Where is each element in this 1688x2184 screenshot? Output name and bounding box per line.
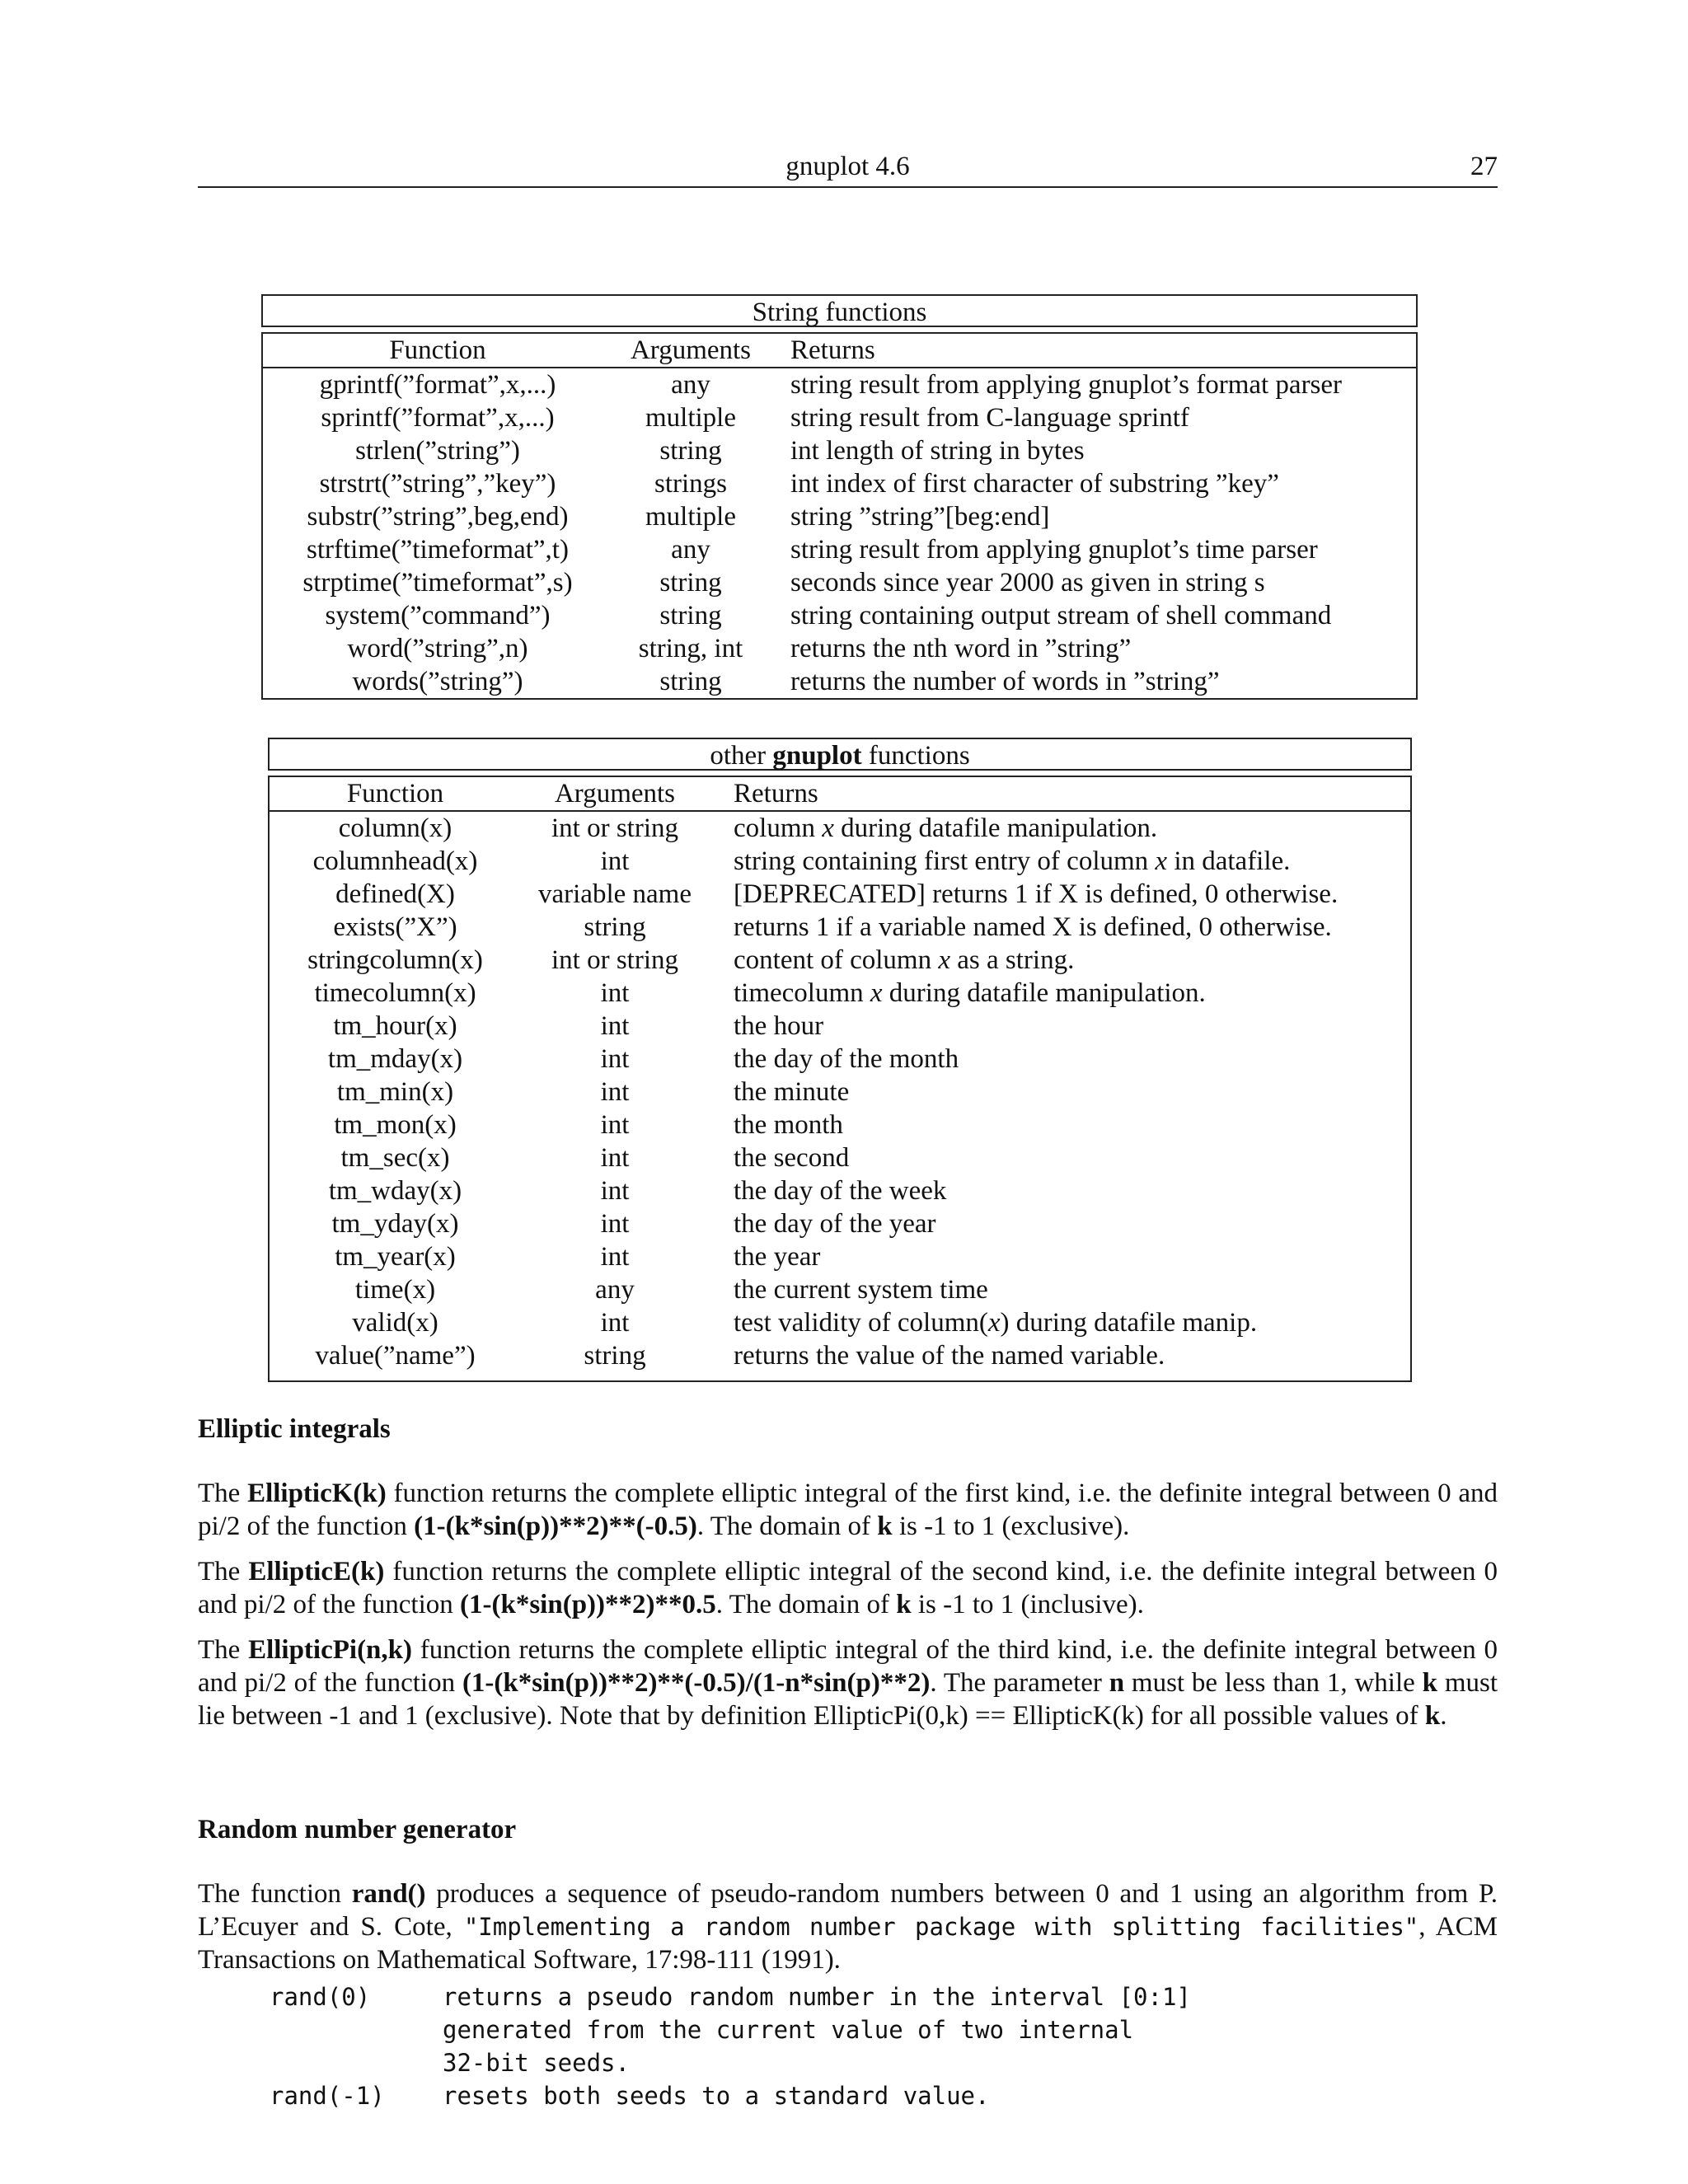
cell-returns: the day of the month xyxy=(734,1044,959,1074)
cell-function: sprintf(”format”,x,...) xyxy=(321,403,555,433)
cell-function: timecolumn(x) xyxy=(314,978,476,1008)
var-n: n xyxy=(1109,1668,1125,1698)
cell-arguments: string xyxy=(659,436,722,466)
formula: (1-(k*sin(p))**2)**0.5 xyxy=(460,1590,716,1619)
code-description: returns a pseudo random number in the interval [0:1] xyxy=(443,1983,1191,2011)
cell-function: strptime(”timeformat”,s) xyxy=(302,568,573,598)
function-name: EllipticPi(n,k) xyxy=(248,1635,412,1665)
cell-arguments: int xyxy=(600,978,630,1008)
table-row xyxy=(270,1273,1410,1306)
table-row xyxy=(263,500,1416,533)
cell-function: tm_year(x) xyxy=(335,1242,456,1272)
cell-returns: int index of first character of substring ”key” xyxy=(790,469,1279,499)
table-row xyxy=(263,401,1416,434)
cell-function: tm_mon(x) xyxy=(334,1110,457,1140)
cell-arguments: multiple xyxy=(645,403,736,433)
cell-arguments: int xyxy=(600,1011,630,1041)
cell-returns: [DEPRECATED] returns 1 if X is defined, 0 otherwise. xyxy=(734,879,1339,909)
cell-returns: the minute xyxy=(734,1077,850,1107)
cell-function: words(”string”) xyxy=(352,667,523,696)
cell-function: tm_hour(x) xyxy=(333,1011,457,1041)
table-row xyxy=(270,944,1410,977)
text: The xyxy=(198,1635,249,1665)
cell-function: stringcolumn(x) xyxy=(307,945,483,975)
table-row xyxy=(270,812,1410,845)
table-caption xyxy=(268,738,1412,771)
cell-returns: int length of string in bytes xyxy=(790,436,1085,466)
cell-returns: string containing first entry of column x in datafile. xyxy=(734,846,1291,876)
cell-returns: string ”string”[beg:end] xyxy=(790,502,1050,532)
text: produces a sequence of pseudo-random numbers between 0 and 1 using an algorithm from P. L’Ecuyer and S. Cote, xyxy=(198,1879,1498,1942)
cell-arguments: int xyxy=(600,1143,630,1173)
formula: (1-(k*sin(p))**2)**(-0.5)/(1-n*sin(p)**2) xyxy=(462,1668,931,1698)
cell-function: tm_wday(x) xyxy=(328,1176,462,1206)
cell-arguments: variable name xyxy=(538,879,692,909)
cell-returns: string result from applying gnuplot’s time parser xyxy=(790,535,1318,565)
table-row xyxy=(270,1043,1410,1076)
cell-returns: test validity of column(x) during datafile manip. xyxy=(734,1308,1258,1338)
paragraph-elliptic-k xyxy=(198,1477,1498,1543)
cell-arguments: string xyxy=(584,912,646,942)
code-description: 32-bit seeds. xyxy=(443,2049,630,2077)
text: must be less than 1, while xyxy=(1124,1668,1423,1698)
code-description: resets both seeds to a standard value. xyxy=(443,2082,990,2110)
col-header-arguments: Arguments xyxy=(554,779,676,808)
cell-arguments: int or string xyxy=(551,945,678,975)
caption-pre: other xyxy=(710,741,773,771)
paragraph-elliptic-e xyxy=(198,1555,1498,1621)
cell-returns: the month xyxy=(734,1110,843,1140)
table-row xyxy=(270,1306,1410,1339)
table-row xyxy=(263,665,1416,698)
cell-returns: returns the value of the named variable. xyxy=(734,1341,1165,1371)
cell-returns: the day of the year xyxy=(734,1209,936,1239)
page-header xyxy=(198,148,1498,188)
cell-returns: returns the number of words in ”string” xyxy=(790,667,1220,696)
cell-function: valid(x) xyxy=(352,1308,438,1338)
text: function returns the complete elliptic integral of the first kind, i.e. the definite integral between 0 and pi/2 of the function xyxy=(198,1479,1498,1541)
table-row xyxy=(263,632,1416,665)
table-row xyxy=(263,533,1416,566)
table-row xyxy=(270,878,1410,911)
cell-arguments: any xyxy=(671,370,710,400)
cell-returns: timecolumn x during datafile manipulation. xyxy=(734,978,1206,1008)
table-row xyxy=(270,845,1410,878)
cell-function: system(”command”) xyxy=(325,601,551,630)
code-command: rand(0) xyxy=(270,1983,371,2011)
cell-function: tm_sec(x) xyxy=(340,1143,450,1173)
cell-returns: seconds since year 2000 as given in string s xyxy=(790,568,1265,598)
text: . xyxy=(1440,1701,1447,1731)
col-header-arguments: Arguments xyxy=(630,335,752,365)
cell-function: tm_min(x) xyxy=(336,1077,454,1107)
section-heading-elliptic: Elliptic integrals xyxy=(198,1414,391,1444)
cell-arguments: string xyxy=(584,1341,646,1371)
table-row xyxy=(270,1141,1410,1174)
text: is -1 to 1 (exclusive). xyxy=(892,1511,1130,1541)
cell-arguments: int xyxy=(600,1077,630,1107)
cell-returns: returns 1 if a variable named X is defined, 0 otherwise. xyxy=(734,912,1332,942)
col-header-returns: Returns xyxy=(790,335,875,365)
cell-returns: the day of the week xyxy=(734,1176,947,1206)
cell-arguments: string, int xyxy=(638,634,743,663)
cell-function: time(x) xyxy=(354,1275,436,1305)
cell-returns: string result from C-language sprintf xyxy=(790,403,1189,433)
cell-arguments: int xyxy=(600,1242,630,1272)
cell-arguments: any xyxy=(671,535,710,565)
text: . The domain of xyxy=(696,1511,878,1541)
cell-function: tm_yday(x) xyxy=(331,1209,459,1239)
var-k: k xyxy=(877,1511,893,1541)
cell-arguments: int xyxy=(600,1110,630,1140)
function-name: EllipticE(k) xyxy=(248,1557,385,1586)
cell-function: column(x) xyxy=(338,813,452,843)
cell-function: gprintf(”format”,x,...) xyxy=(319,370,556,400)
text: , ACM Transactions on Mathematical Software, 17:98-111 (1991). xyxy=(198,1912,1498,1975)
table-row xyxy=(263,467,1416,500)
header-title: gnuplot 4.6 xyxy=(785,152,910,181)
table-caption: String functions xyxy=(261,294,1418,327)
cell-function: strftime(”timeformat”,t) xyxy=(307,535,569,565)
text: function returns the complete elliptic integral of the third kind, i.e. the definite integral between 0 and pi/2 of the function xyxy=(198,1635,1498,1698)
code-description: generated from the current value of two internal xyxy=(443,2016,1134,2044)
text: . The parameter xyxy=(930,1668,1109,1698)
cell-function: substr(”string”,beg,end) xyxy=(307,502,569,532)
cell-returns: column x during datafile manipulation. xyxy=(734,813,1158,843)
table-row xyxy=(270,911,1410,944)
table-row xyxy=(263,599,1416,632)
text: . The domain of xyxy=(715,1590,897,1619)
function-name: EllipticK(k) xyxy=(247,1479,387,1508)
table-row xyxy=(263,368,1416,401)
cell-arguments: int or string xyxy=(551,813,678,843)
cell-returns: the hour xyxy=(734,1011,824,1041)
var-k: k xyxy=(1424,1701,1441,1731)
cell-function: tm_mday(x) xyxy=(327,1044,463,1074)
cell-returns: returns the nth word in ”string” xyxy=(790,634,1132,663)
var-k: k xyxy=(1422,1668,1437,1698)
cell-returns: the second xyxy=(734,1143,850,1173)
cell-arguments: strings xyxy=(654,469,727,499)
text: must lie between -1 and 1 (exclusive). Note that by definition EllipticPi(0,k) == EllipticK(k) for all possible values of xyxy=(198,1668,1498,1731)
cell-returns: the current system time xyxy=(734,1275,988,1305)
table-row xyxy=(270,1108,1410,1141)
cell-function: columnhead(x) xyxy=(312,846,478,876)
cell-arguments: string xyxy=(659,568,722,598)
formula: (1-(k*sin(p))**2)**(-0.5) xyxy=(414,1511,697,1541)
col-header-function: Function xyxy=(346,779,444,808)
cell-function: defined(X) xyxy=(335,879,455,909)
string-functions-table xyxy=(261,294,1418,700)
table-row xyxy=(270,1010,1410,1043)
table-header-row xyxy=(270,777,1410,812)
cell-returns: the year xyxy=(734,1242,821,1272)
table-row xyxy=(270,1339,1410,1372)
mono-title: "Implementing a random number package with splitting facilities" xyxy=(463,1913,1419,1941)
table-header-row xyxy=(263,334,1416,368)
function-name: rand() xyxy=(351,1879,426,1909)
cell-function: strlen(”string”) xyxy=(355,436,520,466)
text: The function xyxy=(198,1879,352,1909)
table-row xyxy=(263,566,1416,599)
caption-bold: gnuplot xyxy=(772,741,862,771)
page-number: 27 xyxy=(1470,152,1498,181)
cell-arguments: int xyxy=(600,1044,630,1074)
code-command: rand(-1) xyxy=(270,2082,385,2110)
cell-returns: string result from applying gnuplot’s format parser xyxy=(790,370,1343,400)
table-row xyxy=(270,977,1410,1010)
cell-function: exists(”X”) xyxy=(333,912,457,942)
paragraph-rand xyxy=(198,1877,1498,1976)
paragraph-elliptic-pi xyxy=(198,1633,1498,1732)
cell-arguments: string xyxy=(659,667,722,696)
table-row xyxy=(263,434,1416,467)
table-row xyxy=(270,1207,1410,1240)
cell-arguments: int xyxy=(600,1209,630,1239)
table-body xyxy=(268,776,1412,1382)
cell-function: word(”string”,n) xyxy=(347,634,528,663)
text: The xyxy=(198,1479,248,1508)
cell-arguments: multiple xyxy=(645,502,736,532)
cell-function: strstrt(”string”,”key”) xyxy=(319,469,556,499)
section-heading-random: Random number generator xyxy=(198,1815,517,1844)
caption-post: functions xyxy=(861,741,970,771)
cell-arguments: int xyxy=(600,1308,630,1338)
other-functions-table xyxy=(268,738,1412,1382)
text: is -1 to 1 (inclusive). xyxy=(911,1590,1144,1619)
table-row xyxy=(270,1076,1410,1108)
col-header-function: Function xyxy=(389,335,486,365)
table-row xyxy=(270,1174,1410,1207)
text: The xyxy=(198,1557,249,1586)
col-header-returns: Returns xyxy=(734,779,818,808)
table-row xyxy=(270,1240,1410,1273)
cell-arguments: string xyxy=(659,601,722,630)
cell-arguments: int xyxy=(600,846,630,876)
cell-arguments: int xyxy=(600,1176,630,1206)
cell-returns: content of column x as a string. xyxy=(734,945,1075,975)
cell-returns: string containing output stream of shell command xyxy=(790,601,1332,630)
cell-function: value(”name”) xyxy=(315,1341,476,1371)
var-k: k xyxy=(896,1590,912,1619)
cell-arguments: any xyxy=(595,1275,635,1305)
table-body xyxy=(261,332,1418,700)
text: function returns the complete elliptic integral of the second kind, i.e. the definite integral between 0 and pi/2 of the function xyxy=(198,1557,1498,1619)
